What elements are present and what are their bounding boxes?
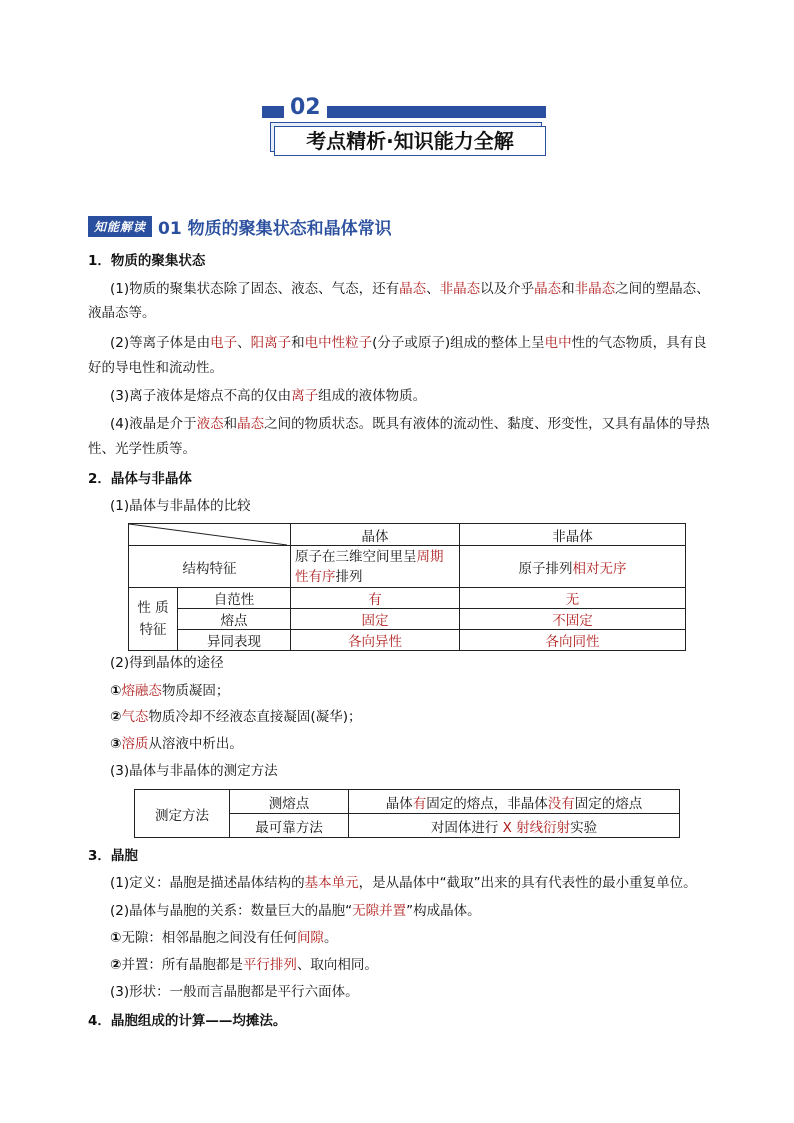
para-3: (3)离子液体是熔点不高的仅由离子组成的液体物质。	[110, 388, 427, 404]
method-table	[134, 789, 680, 838]
header-amorphous: 非晶体	[460, 524, 686, 546]
para-4: (4)液晶是介于液态和晶态之间的物质状态。既具有液体的流动性、黏度、形变性，又具有晶体的导热	[110, 416, 710, 432]
section-tag: 知能解读	[88, 216, 152, 237]
heading-1: 1．物质的聚集状态	[88, 253, 206, 269]
subheading-2-2: (2)得到晶体的途径	[110, 655, 224, 671]
diagonal-line	[129, 524, 287, 545]
row-1-crystal: 有	[291, 588, 460, 609]
cell-2: (2)晶体与晶胞的关系：数量巨大的晶胞“无隙并置”构成晶体。	[110, 903, 481, 919]
row-label-1: 自范性	[178, 588, 291, 609]
cell-3: ①无隙：相邻晶胞之间没有任何间隙。	[110, 930, 338, 946]
subheading-2-3: (3)晶体与非晶体的测定方法	[110, 763, 278, 779]
para-1: (1)物质的聚集状态除了固态、液态、气态，还有晶态、非晶态以及介乎晶态和非晶态之间的塑晶态、	[110, 281, 710, 297]
row-1-amorphous: 无	[460, 588, 686, 609]
row-3-crystal: 各向异性	[291, 630, 460, 651]
header-crystal: 晶体	[291, 524, 460, 546]
diagonal-cell	[129, 524, 291, 546]
banner-title: 考点精析·知识能力全解	[274, 126, 546, 156]
para-2-cont: 好的导电性和流动性。	[88, 360, 223, 376]
para-2: (2)等离子体是由电子、阳离子和电中性粒子(分子或原子)组成的整体上呈电中性的气态物质，具有良	[110, 335, 707, 351]
way-1: ①熔融态物质凝固；	[110, 683, 230, 699]
row-2-amorphous: 不固定	[460, 609, 686, 630]
method-label: 测定方法	[135, 790, 230, 838]
row-label-2: 熔点	[178, 609, 291, 630]
row-label-3: 异同表现	[178, 630, 291, 651]
struct-label: 结构特征	[129, 546, 291, 588]
method-2-desc: 对固体进行 X 射线衍射实验	[349, 814, 680, 838]
section-title: 01 物质的聚集状态和晶体常识	[158, 218, 392, 239]
way-2: ②气态物质冷却不经液态直接凝固(凝华)；	[110, 709, 362, 725]
section-heading	[88, 214, 392, 238]
cell-5: (3)形状：一般而言晶胞都是平行六面体。	[110, 984, 359, 1000]
para-4-cont: 性、光学性质等。	[88, 441, 196, 457]
row-2-crystal: 固定	[291, 609, 460, 630]
method-2: 最可靠方法	[230, 814, 349, 838]
struct-amorphous: 原子排列相对无序	[460, 546, 686, 588]
para-1-cont: 液晶态等。	[88, 305, 156, 321]
prop-label: 性 质特征	[129, 588, 178, 651]
heading-2: 2．晶体与非晶体	[88, 471, 192, 487]
banner-number: 02	[284, 96, 327, 120]
method-1: 测熔点	[230, 790, 349, 814]
struct-crystal: 原子在三维空间里呈周期 性有序排列	[291, 546, 460, 588]
way-3: ③溶质从溶液中析出。	[110, 736, 243, 752]
heading-3: 3．晶胞	[88, 848, 138, 864]
method-1-desc: 晶体有固定的熔点，非晶体没有固定的熔点	[349, 790, 680, 814]
comparison-table	[128, 523, 686, 651]
cell-1: (1)定义：晶胞是描述晶体结构的基本单元，是从晶体中“截取”出来的具有代表性的最小重复单位。	[110, 875, 697, 891]
row-3-amorphous: 各向同性	[460, 630, 686, 651]
heading-4: 4．晶胞组成的计算——均摊法。	[88, 1013, 287, 1029]
section-banner	[262, 96, 546, 160]
subheading-2-1: (1)晶体与非晶体的比较	[110, 498, 251, 514]
cell-4: ②并置：所有晶胞都是平行排列、取向相同。	[110, 957, 378, 973]
